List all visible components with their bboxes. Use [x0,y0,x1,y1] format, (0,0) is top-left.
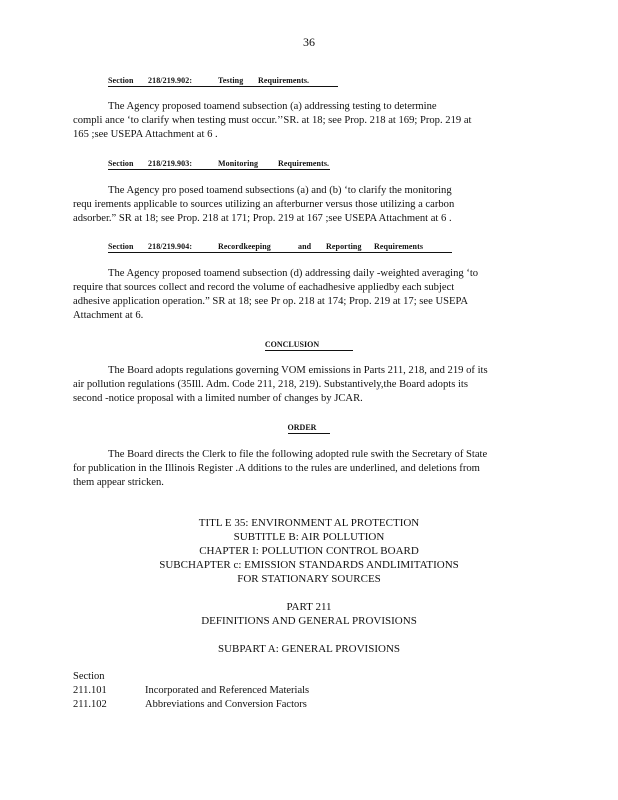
heading-word: Monitoring [218,159,259,168]
subchapter-continued-line: FOR STATIONARY SOURCES [237,573,381,585]
section-902-heading [108,76,338,87]
paragraph-line: requ irements applicable to sources utilizing an afterburner versus those utilizing a carbon [73,199,455,210]
heading-word: 218/219.904: [148,242,193,251]
heading-word: Section [108,159,134,168]
paragraph-line: require that sources collect and record the volume of eachadhesive appliedby each subject [73,282,455,293]
subtitle-line: SUBTITLE B: AIR POLLUTION [233,531,385,543]
heading-word: 218/219.902: [148,76,193,85]
paragraph-line: adsorber.” SR at 18; see Prop. 218 at 171; Prop. 219 at 167 ;see USEPA Attachment at 6 . [73,213,452,224]
part-line: PART 211 [286,601,332,613]
section-904-paragraph [73,267,543,323]
paragraph-line: air pollution regulations (35Ill. Adm. Code 211, 218, 219). Substantively,the Board adopts its [73,379,468,390]
section-903-heading [108,159,330,170]
paragraph-line: The Agency proposed toamend subsection (d) addressing daily -weighted averaging ‘to [108,268,479,279]
toc-section-number: 211.101 [73,685,107,696]
toc-section-title: Abbreviations and Conversion Factors [145,699,307,710]
heading-word: Requirements. [278,159,330,168]
section-904-heading [108,242,452,253]
order-heading [0,423,618,434]
section-902-paragraph [73,100,543,142]
heading-word: Testing [218,76,244,85]
paragraph-line: The Board directs the Clerk to file the following adopted rule swith the Secretary of State [108,449,488,460]
paragraph-line: Attachment at 6. [73,310,144,321]
heading-word: Section [108,242,134,251]
paragraph-line: The Agency proposed toamend subsection (a) addressing testing to determine [108,101,437,112]
subchapter-line: SUBCHAPTER c: EMISSION STANDARDS ANDLIMITATIONS [159,559,459,571]
paragraph-line: compli ance ‘to clarify when testing must occur.’’SR. at 18; see Prop. 218 at 169; Prop. 219 at [73,115,472,126]
paragraph-line: second -notice proposal with a limited number of changes by JCAR. [73,393,363,404]
heading-word: Requirements. [258,76,310,85]
paragraph-line: adhesive application operation.” SR at 18; see Pr op. 218 at 174; Prop. 219 at 17; see USEPA [73,296,469,307]
heading-word: Recordkeeping [218,242,271,251]
conclusion-heading [0,340,618,351]
chapter-line: CHAPTER I: POLLUTION CONTROL BOARD [199,545,419,557]
paragraph-line: 165 ;see USEPA Attachment at 6 . [73,129,218,140]
order-heading-text: ORDER [288,423,331,434]
title-line: TITL E 35: ENVIRONMENT AL PROTECTION [198,517,420,529]
heading-word: 218/219.903: [148,159,193,168]
section-903-paragraph [73,184,543,226]
subpart-line: SUBPART A: GENERAL PROVISIONS [218,643,400,655]
heading-word: and [298,242,312,251]
heading-word: Requirements [374,242,424,251]
heading-word: Section [108,76,134,85]
paragraph-line: The Board adopts regulations governing VOM emissions in Parts 211, 218, and 219 of its [108,365,488,376]
order-paragraph [73,448,543,490]
part-title-line: DEFINITIONS AND GENERAL PROVISIONS [201,615,417,627]
heading-word: Reporting [326,242,362,251]
page-number: 36 [303,35,315,49]
toc-section-title: Incorporated and Referenced Materials [145,685,310,696]
paragraph-line: them appear stricken. [73,477,164,488]
conclusion-paragraph [73,364,543,406]
toc-label: Section [73,671,105,682]
paragraph-line: for publication in the Illinois Register .A dditions to the rules are underlined, and deletions from [73,463,480,474]
conclusion-heading-text: CONCLUSION [265,340,353,351]
toc-section-number: 211.102 [73,699,107,710]
paragraph-line: The Agency pro posed toamend subsections (a) and (b) ‘to clarify the monitoring [108,185,452,196]
